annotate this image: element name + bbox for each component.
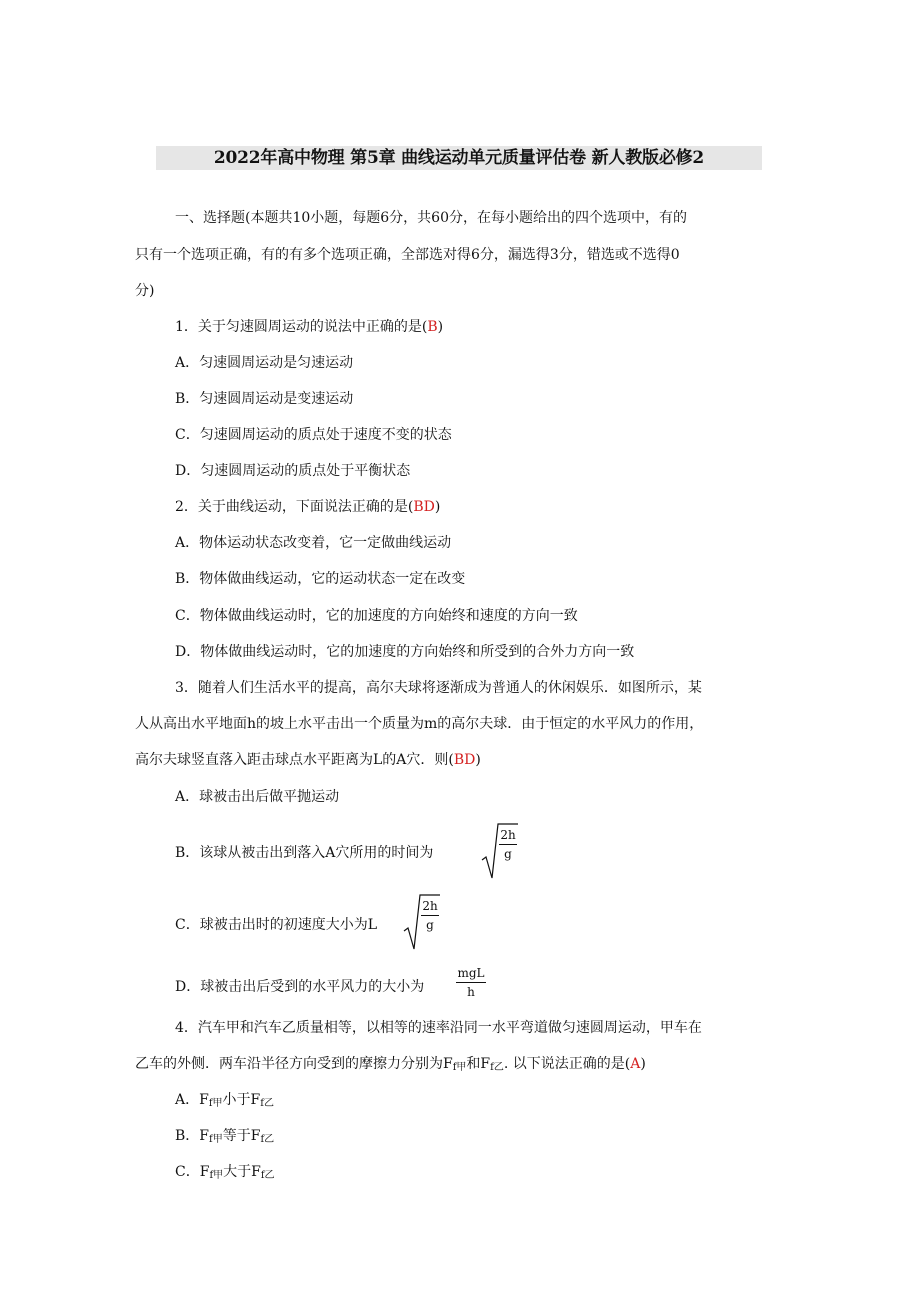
- force-symbol: F: [251, 1164, 261, 1180]
- force-symbol: F: [250, 1128, 261, 1144]
- subscript-f-jia: f甲: [209, 1170, 224, 1181]
- question-4-option-c: [175, 1162, 275, 1186]
- page-title: 2022年高中物理 第5章 曲线运动单元质量评估卷 新人教版必修2: [156, 146, 762, 170]
- question-1-option-d: D．匀速圆周运动的质点处于平衡状态: [175, 463, 411, 479]
- question-4-line2: [135, 1054, 646, 1078]
- question-3-option-d: D．球被击出后受到的水平风力的大小为: [175, 979, 425, 995]
- question-1-option-b: B．匀速圆周运动是变速运动: [175, 391, 354, 407]
- question-1-option-a: A．匀速圆周运动是匀速运动: [175, 355, 354, 371]
- question-3-answer: BD: [453, 752, 476, 768]
- question-4-line1: 4．汽车甲和汽车乙质量相等，以相等的速率沿同一水平弯道做匀速圆周运动，甲车在: [175, 1020, 702, 1036]
- fraction-2h-g-c: [421, 899, 439, 932]
- question-4-close: ): [640, 1056, 646, 1072]
- fraction-denominator: g: [426, 918, 434, 932]
- fraction-denominator: g: [504, 847, 512, 861]
- force-symbol: F: [199, 1092, 209, 1108]
- question-1-close: ): [437, 319, 444, 335]
- fraction-bar: [499, 844, 517, 845]
- fraction-numerator: mgL: [457, 966, 485, 980]
- section-intro-line1: 一、选择题(本题共10小题，每题6分，共60分，在每小题给出的四个选项中，有的: [175, 210, 687, 226]
- question-3-close: ): [475, 752, 481, 768]
- question-3-option-b: B．该球从被击出到落入A穴所用的时间为: [175, 845, 434, 861]
- question-3-option-a: A．球被击出后做平抛运动: [175, 789, 340, 805]
- question-3-text: 高尔夫球竖直落入距击球点水平距离为L的A穴．则(: [135, 752, 454, 768]
- question-3-line3: [135, 750, 481, 770]
- question-2-close: ): [434, 499, 441, 515]
- question-2-option-d: D．物体做曲线运动时，它的加速度的方向始终和所受到的合外力方向一致: [175, 644, 635, 660]
- subscript-f-yi: f乙: [260, 1134, 275, 1145]
- question-2-option-a: A．物体运动状态改变着，它一定做曲线运动: [175, 535, 452, 551]
- section-intro-line2: 只有一个选项正确，有的有多个选项正确，全部选对得6分，漏选得3分，错选或不选得0: [135, 247, 680, 263]
- subscript-f-jia: f甲: [209, 1134, 223, 1145]
- option-label: B．: [175, 1128, 200, 1144]
- subscript-f-yi: f乙: [260, 1098, 274, 1109]
- subscript-f-yi: f乙: [260, 1170, 275, 1181]
- relation-text: 大于: [223, 1164, 252, 1180]
- question-2-text: 2．关于曲线运动，下面说法正确的是(: [175, 499, 414, 515]
- question-1-option-c: C．匀速圆周运动的质点处于速度不变的状态: [175, 427, 452, 443]
- fraction-2h-g-b: [499, 828, 517, 861]
- relation-text: 小于: [222, 1092, 251, 1108]
- option-label: A．: [175, 1092, 200, 1108]
- force-symbol: F: [199, 1128, 210, 1144]
- question-2-stem: [175, 497, 440, 517]
- question-2-option-c: C．物体做曲线运动时，它的加速度的方向始终和速度的方向一致: [175, 608, 578, 624]
- subscript-f-jia: f甲: [452, 1062, 467, 1073]
- fraction-numerator: 2h: [422, 899, 438, 913]
- question-2-option-b: B．物体做曲线运动，它的运动状态一定在改变: [175, 571, 466, 587]
- question-4-answer: A: [630, 1056, 641, 1072]
- question-2-answer: BD: [413, 499, 435, 515]
- option-label: C．: [175, 1164, 200, 1180]
- force-symbol: F: [199, 1164, 210, 1180]
- subscript-f-jia: f甲: [208, 1098, 223, 1109]
- question-4-option-b: [175, 1126, 274, 1150]
- question-1-stem: [175, 317, 443, 337]
- fraction-mgL-h: [456, 966, 486, 999]
- section-intro-line3: 分): [135, 283, 155, 299]
- fraction-denominator: h: [467, 985, 475, 999]
- sqrt-2h-over-g-c: [404, 893, 440, 951]
- question-4-option-a: [175, 1090, 274, 1114]
- question-3-option-c: C．球被击出时的初速度大小为L: [175, 917, 378, 933]
- force-symbol: F: [250, 1092, 261, 1108]
- question-4-text-mid: 和F: [466, 1056, 491, 1072]
- question-1-answer: B: [427, 319, 438, 335]
- subscript-f-yi: f乙: [490, 1062, 504, 1073]
- question-3-line2: 人从高出水平地面h的坡上水平击出一个质量为m的高尔夫球．由于恒定的水平风力的作用，: [135, 716, 704, 732]
- fraction-bar: [456, 982, 486, 983]
- relation-text: 等于: [222, 1128, 251, 1144]
- question-3-line1: 3．随着人们生活水平的提高，高尔夫球将逐渐成为普通人的休闲娱乐．如图所示，某: [175, 680, 702, 696]
- fraction-bar: [421, 915, 439, 916]
- question-4-text-post: . 以下说法正确的是(: [503, 1056, 631, 1072]
- question-1-text: 1．关于匀速圆周运动的说法中正确的是(: [175, 319, 428, 335]
- sqrt-2h-over-g-b: [482, 822, 518, 880]
- question-4-text: 乙车的外侧．两车沿半径方向受到的摩擦力分别为F: [135, 1056, 453, 1072]
- fraction-numerator: 2h: [500, 828, 516, 842]
